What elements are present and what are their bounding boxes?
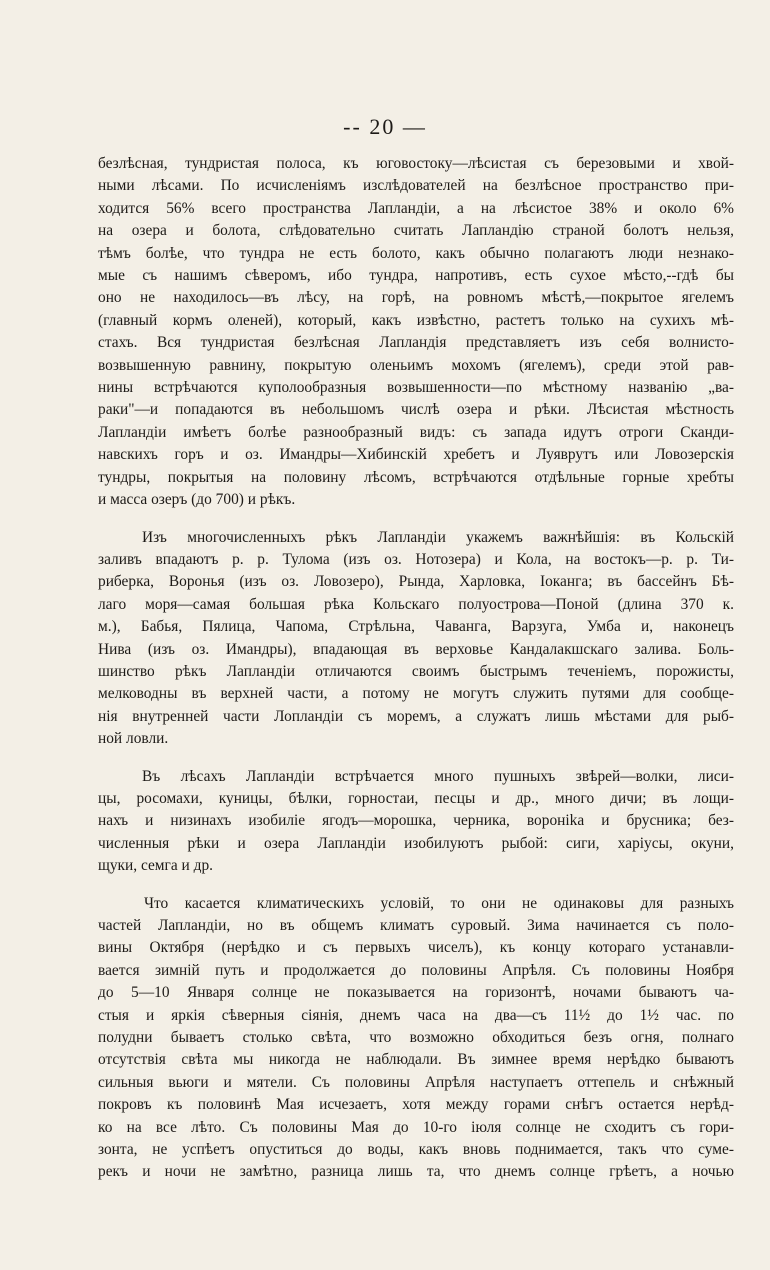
text-line: нахъ и низинахъ изобиліе ягодъ—морошка, черника, воронika и брусника; без- — [98, 812, 734, 830]
text-line: до 5—10 Января солнце не показывается на горизонтѣ, ночами бываютъ ча- — [98, 984, 734, 1002]
text-line: и масса озеръ (до 700) и рѣкъ. — [98, 491, 296, 509]
paragraph-territory — [98, 153, 734, 512]
text-line: стахъ. Вся тундристая безлѣсная Лапландія представляетъ изъ себя волнисто- — [98, 334, 734, 352]
text-line: навскихъ горъ и оз. Имандры—Хибинскій хребетъ и Луяврутъ или Ловозерскія — [98, 446, 734, 464]
text-line: стыя и яркія сѣверныя сіянія, днемъ часа на два—съ 11½ до 1½ час. по — [98, 1006, 734, 1024]
text-line: щуки, семга и др. — [98, 857, 213, 875]
text-line: отсутствія свѣта мы никогда не наблюдали. Въ зимнее время нерѣдко бываютъ — [98, 1051, 734, 1069]
text-line: заливъ впадаютъ р. р. Тулома (изъ оз. Нотозера) и Кола, на востокъ—р. р. Ти- — [98, 550, 734, 568]
text-line: Лапландіи имѣетъ болѣе разнообразный видъ: съ запада идутъ отроги Сканди- — [98, 423, 734, 441]
text-line: м.), Бабья, Пялица, Чапома, Стрѣльна, Чаванга, Варзуга, Умба и, наконецъ — [98, 618, 734, 636]
body-text — [98, 153, 734, 1199]
text-line: вины Октября (нерѣдко и съ первыхъ чиселъ), къ концу котораго устанавли- — [98, 939, 734, 957]
text-line: полудни бываетъ столько свѣта, что возможно обходиться безъ огня, полнаго — [98, 1029, 734, 1047]
text-line: (главный кормъ оленей), который, какъ извѣстно, растетъ только на сухихъ мѣ- — [98, 311, 734, 329]
page-number: -- 20 — — [343, 114, 427, 139]
text-line: ходится 56% всего пространства Лапландіи, а на лѣсистое 38% и около 6% — [98, 199, 734, 217]
text-line: Въ лѣсахъ Лапландіи встрѣчается много пушныхъ звѣрей—волки, лиси- — [142, 767, 734, 785]
paragraph-fauna — [98, 766, 734, 878]
text-line: нины встрѣчаются куполообразныя возвышенности—по мѣстному названію „ва- — [98, 379, 734, 397]
text-line: тундры, покрытыя на половину лѣсомъ, встрѣчаются отдѣльные горные хребты — [98, 468, 734, 486]
text-line: возвышенную равнину, покрытую оленьимъ мохомъ (ягелемъ), среди этой рав- — [98, 356, 734, 374]
text-line: Что касается климатическихъ условій, то они не одинаковы для разныхъ — [144, 894, 734, 912]
text-line: раки"—и попадаются въ небольшомъ числѣ озера и рѣки. Лѣсистая мѣстность — [98, 401, 734, 419]
text-line: лаго моря—самая большая рѣка Кольскаго полуострова—Поной (длина 370 к. — [98, 595, 734, 613]
text-line: нія внутренней части Лопландіи съ моремъ, а служатъ лишь мѣстами для рыб- — [98, 707, 734, 725]
text-line: тѣмъ болѣе, что тундра не есть болото, какъ обычно полагаютъ люди незнако- — [98, 244, 734, 262]
text-line: ными лѣсами. По исчисленіямъ изслѣдователей на безлѣсное пространство при- — [98, 177, 734, 195]
text-line: покровъ къ половинѣ Мая исчезаетъ, хотя между горами снѣгъ остается нерѣд- — [98, 1096, 734, 1114]
text-line: риберка, Воронья (изъ оз. Ловозеро), Рында, Харловка, Іоканга; въ бассейнъ Бѣ- — [98, 573, 734, 591]
paragraph-rivers — [98, 527, 734, 751]
text-line: цы, росомахи, куницы, бѣлки, горностаи, песцы и др., много дичи; въ лощи- — [98, 789, 734, 807]
text-line: зонта, не успѣетъ опуститься до воды, какъ вновь поднимается, такъ что суме- — [98, 1141, 734, 1159]
text-line: Изъ многочисленныхъ рѣкъ Лапландіи укажемъ важнѣйшія: въ Кольскій — [142, 528, 734, 546]
text-line: ко на все лѣто. Съ половины Мая до 10-го іюля солнце не сходитъ съ гори- — [98, 1118, 734, 1136]
paragraph-climate — [98, 893, 734, 1184]
text-line: численныя рѣки и озера Лапландіи изобилуютъ рыбой: сиги, харіусы, окуни, — [98, 834, 734, 852]
text-line: Нива (изъ оз. Имандры), впадающая въ верховье Кандалакшскаго залива. Боль- — [98, 640, 734, 658]
text-line: частей Лапландіи, но въ общемъ климатъ суровый. Зима начинается съ поло- — [98, 917, 734, 934]
text-line: рекъ и ночи не замѣтно, разница лишь та, что днемъ солнце грѣетъ, а ночью — [98, 1163, 734, 1181]
text-line: сильныя вьюги и мятели. Съ половины Апрѣля наступаетъ оттепель и снѣжный — [98, 1073, 734, 1091]
text-line: оно не находилось—въ лѣсу, на горѣ, на ровномъ мѣстѣ,—покрытое ягелемъ — [98, 289, 734, 307]
text-line: мелководны въ верхней части, а потому не могутъ служить путями для сообще- — [98, 685, 734, 703]
text-line: шинство рѣкъ Лапландіи отличаются своимъ быстрымъ теченіемъ, порожисты, — [98, 662, 734, 680]
text-line: ной ловли. — [98, 730, 169, 748]
text-line: мые съ нашимъ сѣверомъ, ибо тундра, напротивъ, есть сухое мѣсто,--гдѣ бы — [98, 267, 734, 285]
text-line: вается зимній путь и продолжается до половины Апрѣля. Съ половины Ноября — [98, 961, 734, 979]
text-line: на озера и болота, слѣдовательно считать Лапландію страной болотъ нельзя, — [98, 222, 734, 240]
text-line: безлѣсная, тундристая полоса, къ юговостоку—лѣсистая съ березовыми и хвой- — [98, 155, 734, 172]
